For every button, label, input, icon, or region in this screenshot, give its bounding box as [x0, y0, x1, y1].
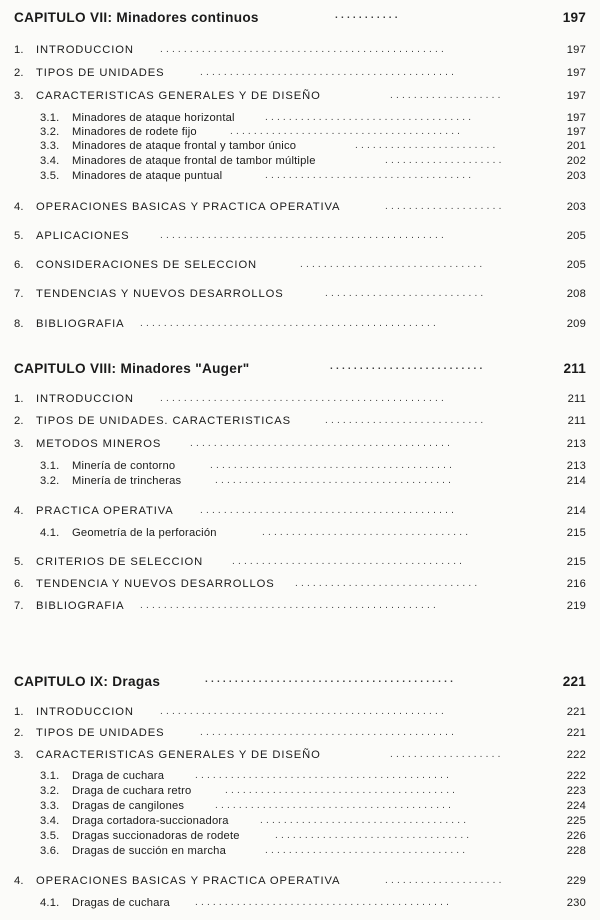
entry-title: Minadores de ataque puntual — [72, 170, 223, 182]
dot-leader: ........................... — [325, 415, 487, 426]
entry-number: 3.5. — [40, 830, 60, 842]
entry-page: 211 — [567, 393, 586, 405]
dot-leader: ........................................... — [195, 770, 453, 781]
entry-page: 201 — [566, 140, 586, 152]
toc-entry — [0, 259, 600, 275]
toc-entry — [0, 44, 600, 60]
entry-page: 203 — [566, 201, 586, 213]
entry-number: 3. — [14, 438, 24, 450]
toc-entry — [0, 230, 600, 246]
entry-page: 211 — [567, 415, 586, 427]
entry-title: Draga de cuchara — [72, 770, 165, 782]
chapter-page: 197 — [562, 10, 586, 25]
toc-entry — [0, 600, 600, 616]
chapter-heading — [0, 361, 600, 381]
dot-leader: ........................................... — [200, 67, 458, 78]
entry-page: 223 — [566, 785, 586, 797]
dot-leader: .......................................... — [205, 674, 457, 685]
entry-number: 8. — [14, 318, 24, 330]
toc-entry — [0, 875, 600, 891]
entry-number: 2. — [14, 67, 24, 79]
dot-leader: ............................... — [295, 578, 481, 589]
dot-leader: .................................. — [265, 845, 469, 856]
dot-leader: .................... — [385, 155, 505, 166]
entry-title: Minadores de rodete fijo — [72, 126, 197, 138]
entry-number: 3.4. — [40, 155, 60, 167]
entry-number: 3.6. — [40, 845, 60, 857]
dot-leader: .................................................. — [140, 318, 439, 329]
entry-number: 4.1. — [40, 897, 60, 909]
dot-leader: ......................................... — [210, 460, 456, 471]
dot-leader: .................................................. — [140, 600, 439, 611]
toc-subentry — [0, 140, 600, 156]
dot-leader: .................... — [385, 875, 505, 886]
toc-entry — [0, 318, 600, 334]
toc-entry — [0, 438, 600, 454]
dot-leader: ................................... — [262, 527, 472, 538]
dot-leader: ........................................... — [195, 897, 453, 908]
toc-entry — [0, 578, 600, 594]
entry-number: 2. — [14, 415, 24, 427]
entry-page: 197 — [566, 67, 586, 79]
entry-number: 1. — [14, 393, 24, 405]
entry-number: 4.1. — [40, 527, 60, 539]
toc-subentry — [0, 170, 600, 186]
toc-subentry — [0, 155, 600, 171]
toc-entry — [0, 67, 600, 83]
entry-title: Minadores de ataque frontal de tambor múltiple — [72, 155, 316, 167]
dot-leader: ................... — [390, 90, 504, 101]
entry-title: Draga de cuchara retro — [72, 785, 192, 797]
dot-leader: ........................................... — [200, 505, 458, 516]
entry-page: 214 — [566, 505, 586, 517]
entry-page: 229 — [566, 875, 586, 887]
entry-number: 1. — [14, 44, 24, 56]
entry-number: 2. — [14, 727, 24, 739]
entry-title: INTRODUCCION — [36, 393, 134, 405]
dot-leader: ........................... — [325, 288, 487, 299]
entry-title: TIPOS DE UNIDADES — [36, 67, 165, 79]
entry-number: 4. — [14, 875, 24, 887]
dot-leader: ........................................... — [200, 727, 458, 738]
dot-leader: ................................... — [265, 170, 475, 181]
chapter-heading — [0, 10, 600, 30]
chapter-page: 211 — [563, 361, 586, 376]
entry-title: BIBLIOGRAFIA — [36, 600, 125, 612]
entry-title: OPERACIONES BASICAS Y PRACTICA OPERATIVA — [36, 875, 341, 887]
entry-title: APLICACIONES — [36, 230, 130, 242]
entry-page: 222 — [566, 770, 586, 782]
entry-number: 3.3. — [40, 140, 60, 152]
entry-title: TIPOS DE UNIDADES — [36, 727, 165, 739]
toc-subentry — [0, 785, 600, 801]
entry-title: BIBLIOGRAFIA — [36, 318, 125, 330]
entry-number: 3.1. — [40, 460, 60, 472]
entry-page: 197 — [566, 44, 586, 56]
chapter-title: CAPITULO IX: Dragas — [14, 674, 161, 689]
entry-page: 197 — [566, 112, 586, 124]
dot-leader: ................................... — [265, 112, 475, 123]
dot-leader: ............................................ — [190, 438, 454, 449]
dot-leader: ................................. — [275, 830, 473, 841]
dot-leader: ................................... — [260, 815, 470, 826]
toc-subentry — [0, 815, 600, 831]
toc-entry — [0, 393, 600, 409]
entry-title: Minadores de ataque horizontal — [72, 112, 235, 124]
chapter-heading — [0, 674, 600, 694]
entry-title: Draga cortadora-succionadora — [72, 815, 229, 827]
toc-entry — [0, 288, 600, 304]
entry-page: 221 — [566, 727, 586, 739]
entry-title: INTRODUCCION — [36, 44, 134, 56]
entry-page: 224 — [566, 800, 586, 812]
dot-leader: ............................... — [300, 259, 486, 270]
entry-title: Dragas succionadoras de rodete — [72, 830, 240, 842]
entry-page: 197 — [566, 90, 586, 102]
entry-title: Minadores de ataque frontal y tambor único — [72, 140, 297, 152]
entry-page: 215 — [566, 527, 586, 539]
chapter-title: CAPITULO VIII: Minadores "Auger" — [14, 361, 250, 376]
entry-page: 203 — [566, 170, 586, 182]
entry-page: 215 — [566, 556, 586, 568]
entry-page: 216 — [566, 578, 586, 590]
dot-leader: ....................................... — [225, 785, 459, 796]
entry-title: Dragas de cuchara — [72, 897, 170, 909]
entry-page: 205 — [566, 230, 586, 242]
entry-number: 3.1. — [40, 112, 60, 124]
entry-number: 3.1. — [40, 770, 60, 782]
dot-leader: ........................ — [355, 140, 499, 151]
entry-number: 6. — [14, 578, 24, 590]
entry-page: 202 — [566, 155, 586, 167]
entry-number: 3. — [14, 90, 24, 102]
entry-page: 226 — [566, 830, 586, 842]
entry-number: 3.2. — [40, 475, 60, 487]
toc-entry — [0, 556, 600, 572]
dot-leader: ....................................... — [230, 126, 464, 137]
entry-page: 197 — [566, 126, 586, 138]
entry-title: TENDENCIA Y NUEVOS DESARROLLOS — [36, 578, 275, 590]
dot-leader: ....................................... — [232, 556, 466, 567]
entry-number: 6. — [14, 259, 24, 271]
entry-title: Minería de contorno — [72, 460, 176, 472]
entry-title: METODOS MINEROS — [36, 438, 162, 450]
entry-number: 3.5. — [40, 170, 60, 182]
entry-title: CONSIDERACIONES DE SELECCION — [36, 259, 258, 271]
toc-subentry — [0, 897, 600, 913]
dot-leader: ........... — [335, 10, 401, 21]
entry-number: 3.4. — [40, 815, 60, 827]
toc-subentry — [0, 460, 600, 476]
entry-page: 205 — [566, 259, 586, 271]
dot-leader: ........................................ — [215, 475, 455, 486]
entry-number: 7. — [14, 600, 24, 612]
entry-page: 209 — [566, 318, 586, 330]
entry-title: CARACTERISTICAS GENERALES Y DE DISEÑO — [36, 749, 321, 761]
entry-title: PRACTICA OPERATIVA — [36, 505, 174, 517]
entry-number: 4. — [14, 201, 24, 213]
entry-page: 213 — [566, 438, 586, 450]
entry-page: 228 — [566, 845, 586, 857]
toc-subentry — [0, 800, 600, 816]
chapter-page: 221 — [562, 674, 586, 689]
toc-subentry — [0, 770, 600, 786]
entry-page: 214 — [566, 475, 586, 487]
entry-page: 208 — [566, 288, 586, 300]
toc-entry — [0, 201, 600, 217]
entry-title: INTRODUCCION — [36, 706, 134, 718]
entry-number: 3.2. — [40, 126, 60, 138]
entry-number: 1. — [14, 706, 24, 718]
toc-subentry — [0, 527, 600, 543]
toc-entry — [0, 505, 600, 521]
dot-leader: ........................................ — [215, 800, 455, 811]
entry-page: 230 — [566, 897, 586, 909]
toc-entry — [0, 749, 600, 765]
dot-leader: ................... — [390, 749, 504, 760]
entry-number: 4. — [14, 505, 24, 517]
dot-leader: ................................................ — [160, 230, 447, 241]
chapter-title: CAPITULO VII: Minadores continuos — [14, 10, 259, 25]
toc-entry — [0, 706, 600, 722]
entry-page: 222 — [566, 749, 586, 761]
dot-leader: ................................................ — [160, 393, 447, 404]
entry-title: CRITERIOS DE SELECCION — [36, 556, 204, 568]
entry-number: 3.3. — [40, 800, 60, 812]
dot-leader: ................................................ — [160, 44, 447, 55]
toc-subentry — [0, 475, 600, 491]
entry-title: CARACTERISTICAS GENERALES Y DE DISEÑO — [36, 90, 321, 102]
toc-entry — [0, 415, 600, 431]
entry-number: 3.2. — [40, 785, 60, 797]
entry-number: 7. — [14, 288, 24, 300]
entry-title: Geometría de la perforación — [72, 527, 217, 539]
dot-leader: ................................................ — [160, 706, 447, 717]
entry-number: 3. — [14, 749, 24, 761]
entry-title: OPERACIONES BASICAS Y PRACTICA OPERATIVA — [36, 201, 341, 213]
entry-page: 213 — [566, 460, 586, 472]
toc-subentry — [0, 845, 600, 861]
entry-title: Dragas de cangilones — [72, 800, 185, 812]
entry-page: 225 — [566, 815, 586, 827]
entry-page: 219 — [566, 600, 586, 612]
dot-leader: .......................... — [330, 361, 486, 372]
entry-page: 221 — [566, 706, 586, 718]
entry-title: TIPOS DE UNIDADES. CARACTERISTICAS — [36, 415, 292, 427]
toc-entry — [0, 90, 600, 106]
entry-number: 5. — [14, 230, 24, 242]
entry-title: Minería de trincheras — [72, 475, 182, 487]
dot-leader: .................... — [385, 201, 505, 212]
entry-title: TENDENCIAS Y NUEVOS DESARROLLOS — [36, 288, 284, 300]
toc-entry — [0, 727, 600, 743]
entry-number: 5. — [14, 556, 24, 568]
toc-subentry — [0, 830, 600, 846]
entry-title: Dragas de succión en marcha — [72, 845, 227, 857]
